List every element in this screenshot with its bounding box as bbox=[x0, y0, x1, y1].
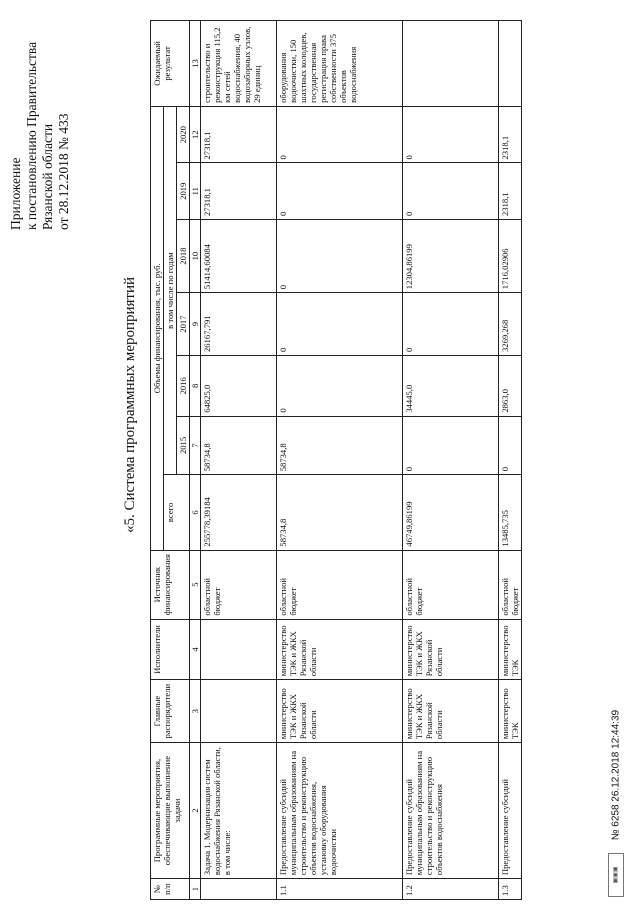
header-line: от 28.12.2018 № 433 bbox=[56, 113, 71, 230]
row-result: строительство и реконструкция 115,2 км сетей водоснабжения, 40 водозаборных узлов, 29 единиц bbox=[201, 21, 277, 107]
col-header-year: 2020 bbox=[177, 106, 190, 163]
column-number: 8 bbox=[190, 355, 201, 416]
program-measures-table bbox=[150, 20, 522, 900]
row-year-value: 34445,0 bbox=[403, 355, 499, 416]
registration-footer bbox=[608, 710, 624, 897]
col-header-result: Ожидаемый результат bbox=[151, 21, 190, 107]
col-header-year: 2016 bbox=[177, 355, 190, 416]
row-year-value: 27318,1 bbox=[201, 163, 277, 220]
table-row bbox=[201, 21, 277, 900]
table-row bbox=[403, 21, 499, 900]
col-header-volumes: Объемы финансирования, тыс. руб. bbox=[151, 106, 164, 550]
row-executor: министерство ТЭК bbox=[499, 619, 522, 680]
column-number: 7 bbox=[190, 416, 201, 475]
col-header-num: № п/п bbox=[151, 879, 190, 900]
column-number-row bbox=[190, 21, 201, 900]
row-year-value: 26167,791 bbox=[201, 293, 277, 356]
col-header-year: 2017 bbox=[177, 293, 190, 356]
column-number: 5 bbox=[190, 550, 201, 619]
row-program: Предоставление субсидий bbox=[499, 743, 522, 879]
row-num: 1.3 bbox=[499, 879, 522, 900]
row-source: областной бюджет bbox=[403, 550, 499, 619]
row-total: 46749,86199 bbox=[403, 475, 499, 550]
section-title: «5. Система программных мероприятий bbox=[122, 276, 138, 534]
row-executor: министерство ТЭК и ЖКХ Рязанской области bbox=[277, 619, 403, 680]
table-row bbox=[277, 21, 403, 900]
row-year-value: 0 bbox=[277, 106, 403, 163]
row-year-value: 0 bbox=[403, 106, 499, 163]
column-number: 11 bbox=[190, 163, 201, 220]
row-manager: министерство ТЭК и ЖКХ Рязанской области bbox=[277, 680, 403, 743]
row-result bbox=[499, 21, 522, 107]
row-year-value: 3269,268 bbox=[499, 293, 522, 356]
col-header-source: Источник финансирования bbox=[151, 550, 190, 619]
row-manager bbox=[201, 680, 277, 743]
column-number: 1 bbox=[190, 879, 201, 900]
row-year-value: 0 bbox=[277, 163, 403, 220]
col-header-managers: Главные распорядители bbox=[151, 680, 190, 743]
column-number: 6 bbox=[190, 475, 201, 550]
row-year-value: 12304,86199 bbox=[403, 219, 499, 292]
row-program: Задача 1. Модернизация систем водоснабжения Рязанской области, в том числе: bbox=[201, 743, 277, 879]
col-header-program: Программные мероприятия, обеспечивающие выполнение задачи bbox=[151, 743, 190, 879]
col-header-year: 2019 bbox=[177, 163, 190, 220]
row-year-value: 64825,0 bbox=[201, 355, 277, 416]
col-header-executors: Исполнители bbox=[151, 619, 190, 680]
row-year-value: 2318,1 bbox=[499, 163, 522, 220]
row-num bbox=[201, 879, 277, 900]
row-year-value: 58734,8 bbox=[201, 416, 277, 475]
column-number: 10 bbox=[190, 219, 201, 292]
row-total: 58734,8 bbox=[277, 475, 403, 550]
row-result: оборудования водоочистки, 150 шахтных колодцев, государственная регистрация права собственности 375 объектов водоснабжения bbox=[277, 21, 403, 107]
row-year-value: 2318,1 bbox=[499, 106, 522, 163]
column-number: 4 bbox=[190, 619, 201, 680]
row-year-value: 51414,60084 bbox=[201, 219, 277, 292]
row-year-value: 0 bbox=[403, 416, 499, 475]
row-year-value: 0 bbox=[277, 219, 403, 292]
row-num: 1.1 bbox=[277, 879, 403, 900]
row-result bbox=[403, 21, 499, 107]
row-source: областной бюджет bbox=[277, 550, 403, 619]
col-header-by-years: в том числе по годам bbox=[164, 106, 177, 474]
column-number: 13 bbox=[190, 21, 201, 107]
row-year-value: 0 bbox=[403, 163, 499, 220]
col-header-year: 2018 bbox=[177, 219, 190, 292]
row-total: 13485,735 bbox=[499, 475, 522, 550]
col-header-year: 2015 bbox=[177, 416, 190, 475]
row-program: Предоставление субсидий муниципальным образованиям на строительство и реконструкцию объектов водоснабжения, установку оборудования водоочистки bbox=[277, 743, 403, 879]
row-year-value: 0 bbox=[499, 416, 522, 475]
row-num: 1.2 bbox=[403, 879, 499, 900]
row-year-value: 1716,02906 bbox=[499, 219, 522, 292]
row-source: областной бюджет bbox=[499, 550, 522, 619]
row-year-value: 0 bbox=[277, 293, 403, 356]
row-year-value: 58734,8 bbox=[277, 416, 403, 475]
col-header-total: всего bbox=[164, 475, 190, 550]
column-number: 9 bbox=[190, 293, 201, 356]
row-manager: министерство ТЭК bbox=[499, 680, 522, 743]
row-source: областной бюджет bbox=[201, 550, 277, 619]
column-number: 3 bbox=[190, 680, 201, 743]
row-year-value: 0 bbox=[277, 355, 403, 416]
row-year-value: 27318,1 bbox=[201, 106, 277, 163]
header-line: Приложение bbox=[8, 157, 23, 230]
column-number: 12 bbox=[190, 106, 201, 163]
row-year-value: 0 bbox=[403, 293, 499, 356]
registration-stamp: № 6258 26.12.2018 12:44:39 bbox=[610, 709, 622, 841]
appendix-header bbox=[8, 10, 72, 230]
row-program: Предоставление субсидий муниципальным образованиям на строительство и реконструкцию объектов водоснабжения bbox=[403, 743, 499, 879]
table-row bbox=[499, 21, 522, 900]
header-line: к постановлению Правительства bbox=[24, 41, 39, 230]
row-manager: министерство ТЭК и ЖКХ Рязанской области bbox=[403, 680, 499, 743]
column-number: 2 bbox=[190, 743, 201, 879]
row-executor: министерство ТЭК и ЖКХ Рязанской области bbox=[403, 619, 499, 680]
logo-icon: ▣▣▣ bbox=[608, 853, 624, 897]
row-executor bbox=[201, 619, 277, 680]
row-year-value: 2863,0 bbox=[499, 355, 522, 416]
header-line: Рязанской области bbox=[40, 123, 55, 230]
row-total: 255778,39184 bbox=[201, 475, 277, 550]
